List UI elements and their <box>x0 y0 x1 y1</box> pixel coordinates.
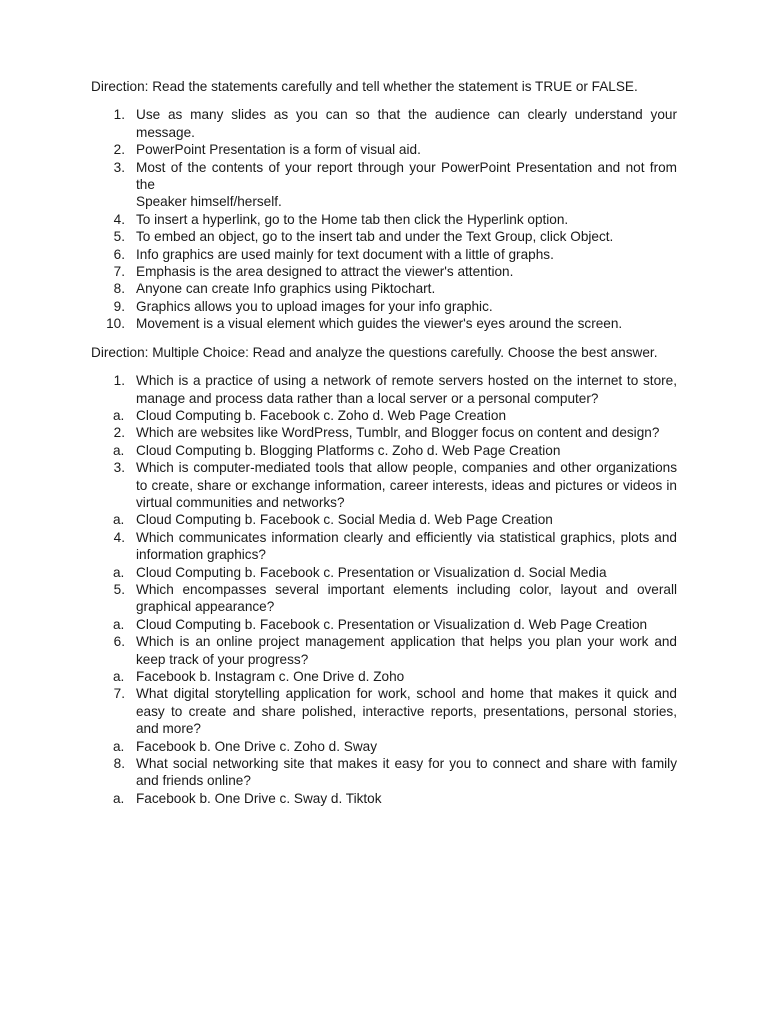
choices-text: Cloud Computing b. Facebook c. Presentation or Visualization d. Web Page Creation <box>136 616 648 632</box>
answer-choices <box>91 564 677 581</box>
question-text: Which is an online project management application that helps you plan your work and keep track of your progress? <box>136 634 677 667</box>
question-number: 5. <box>113 581 125 597</box>
item-number: 8. <box>113 281 125 297</box>
list-item <box>91 280 677 297</box>
question-text: What social networking site that makes it easy for you to connect and share with family and friends online? <box>136 756 677 789</box>
item-number: 3. <box>113 159 125 175</box>
choices-text: Cloud Computing b. Blogging Platforms c. Zoho d. Web Page Creation <box>136 442 561 458</box>
statement-text: To insert a hyperlink, go to the Home tab then click the Hyperlink option. <box>136 211 569 227</box>
statement-text <box>136 159 677 211</box>
question-text: Which is computer-mediated tools that allow people, companies and other organizations to create, share or exchange information, career interests, ideas and pictures or videos in virtual communities and networks? <box>136 460 677 510</box>
question-item <box>91 633 677 668</box>
answer-choices <box>91 407 677 424</box>
true-false-direction: Direction: Read the statements carefully and tell whether the statement is TRUE or FALSE. <box>91 79 638 94</box>
question-text: Which is a practice of using a network of remote servers hosted on the internet to store, manage and process data rather than a local server or a personal computer? <box>136 373 677 406</box>
choices-text: Cloud Computing b. Facebook c. Presentation or Visualization d. Social Media <box>136 564 607 580</box>
question-text: What digital storytelling application for work, school and home that makes it quick and easy to create and share polished, interactive reports, presentations, personal stories, and more? <box>136 686 677 737</box>
item-number: 7. <box>113 264 125 280</box>
question-number: 4. <box>113 529 125 545</box>
choice-letter: a. <box>113 616 125 632</box>
multiple-choice-direction: Direction: Multiple Choice: Read and analyze the questions carefully. Choose the best answer. <box>91 344 658 360</box>
question-number: 7. <box>113 686 125 702</box>
list-item <box>91 211 677 228</box>
item-number: 5. <box>113 229 125 245</box>
question-text: Which encompasses several important elements including color, layout and overall graphical appearance? <box>136 581 677 615</box>
item-number: 1. <box>113 107 125 123</box>
choices-text: Facebook b. Instagram c. One Drive d. Zoho <box>136 669 405 684</box>
choices-text: Facebook b. One Drive c. Zoho d. Sway <box>136 738 378 754</box>
list-item <box>91 246 677 263</box>
choice-letter: a. <box>113 512 125 528</box>
item-number: 10. <box>106 316 125 332</box>
choice-letter: a. <box>113 669 125 684</box>
item-number: 9. <box>113 298 125 314</box>
question-number: 6. <box>113 634 125 650</box>
question-number: 1. <box>113 373 125 389</box>
statement-text: Graphics allows you to upload images for your info graphic. <box>136 298 493 314</box>
multiple-choice-list <box>91 372 677 807</box>
statement-text: Info graphics are used mainly for text document with a little of graphs. <box>136 246 554 262</box>
item-number: 2. <box>113 142 125 158</box>
question-item <box>91 581 677 616</box>
answer-choices <box>91 616 677 633</box>
question-number: 3. <box>113 460 125 476</box>
question-item <box>91 685 677 737</box>
question-item <box>91 459 677 511</box>
statement-text: Use as many slides as you can so that the audience can clearly understand your message. <box>136 107 677 140</box>
question-item <box>91 372 677 407</box>
item-number: 6. <box>113 246 125 262</box>
question-item <box>91 755 677 790</box>
statement-text: Movement is a visual element which guides the viewer's eyes around the screen. <box>136 316 623 332</box>
statement-text: Emphasis is the area designed to attract the viewer's attention. <box>136 264 514 280</box>
list-item <box>91 141 677 158</box>
question-number: 2. <box>113 425 125 441</box>
statement-text: Anyone can create Info graphics using Piktochart. <box>136 281 436 297</box>
answer-choices <box>91 790 677 807</box>
list-item <box>91 263 677 280</box>
document-page <box>91 78 677 807</box>
list-item <box>91 106 677 141</box>
choice-letter: a. <box>113 442 125 458</box>
question-number: 8. <box>113 756 125 772</box>
answer-choices <box>91 442 677 459</box>
question-text: Which communicates information clearly and efficiently via statistical graphics, plots and information graphics? <box>136 529 677 563</box>
choice-letter: a. <box>113 407 125 423</box>
statement-line: Speaker himself/herself. <box>136 194 282 210</box>
choices-text: Cloud Computing b. Facebook c. Social Media d. Web Page Creation <box>136 512 553 528</box>
answer-choices <box>91 668 677 685</box>
question-item <box>91 529 677 564</box>
choice-letter: a. <box>113 564 125 580</box>
choices-text: Cloud Computing b. Facebook c. Zoho d. Web Page Creation <box>136 407 507 423</box>
list-item <box>91 315 677 332</box>
statement-text: PowerPoint Presentation is a form of visual aid. <box>136 142 421 158</box>
choices-text: Facebook b. One Drive c. Sway d. Tiktok <box>136 790 382 806</box>
answer-choices <box>91 738 677 755</box>
list-item <box>91 159 677 211</box>
statement-line: Most of the contents of your report through your PowerPoint Presentation and not from the <box>136 159 677 193</box>
list-item <box>91 228 677 245</box>
choice-letter: a. <box>113 738 125 754</box>
statement-text: To embed an object, go to the insert tab and under the Text Group, click Object. <box>136 229 614 245</box>
list-item <box>91 298 677 315</box>
true-false-list <box>91 106 677 332</box>
answer-choices <box>91 511 677 528</box>
question-text: Which are websites like WordPress, Tumblr, and Blogger focus on content and design? <box>136 425 660 441</box>
item-number: 4. <box>113 211 125 227</box>
choice-letter: a. <box>113 790 125 806</box>
question-item <box>91 424 677 441</box>
